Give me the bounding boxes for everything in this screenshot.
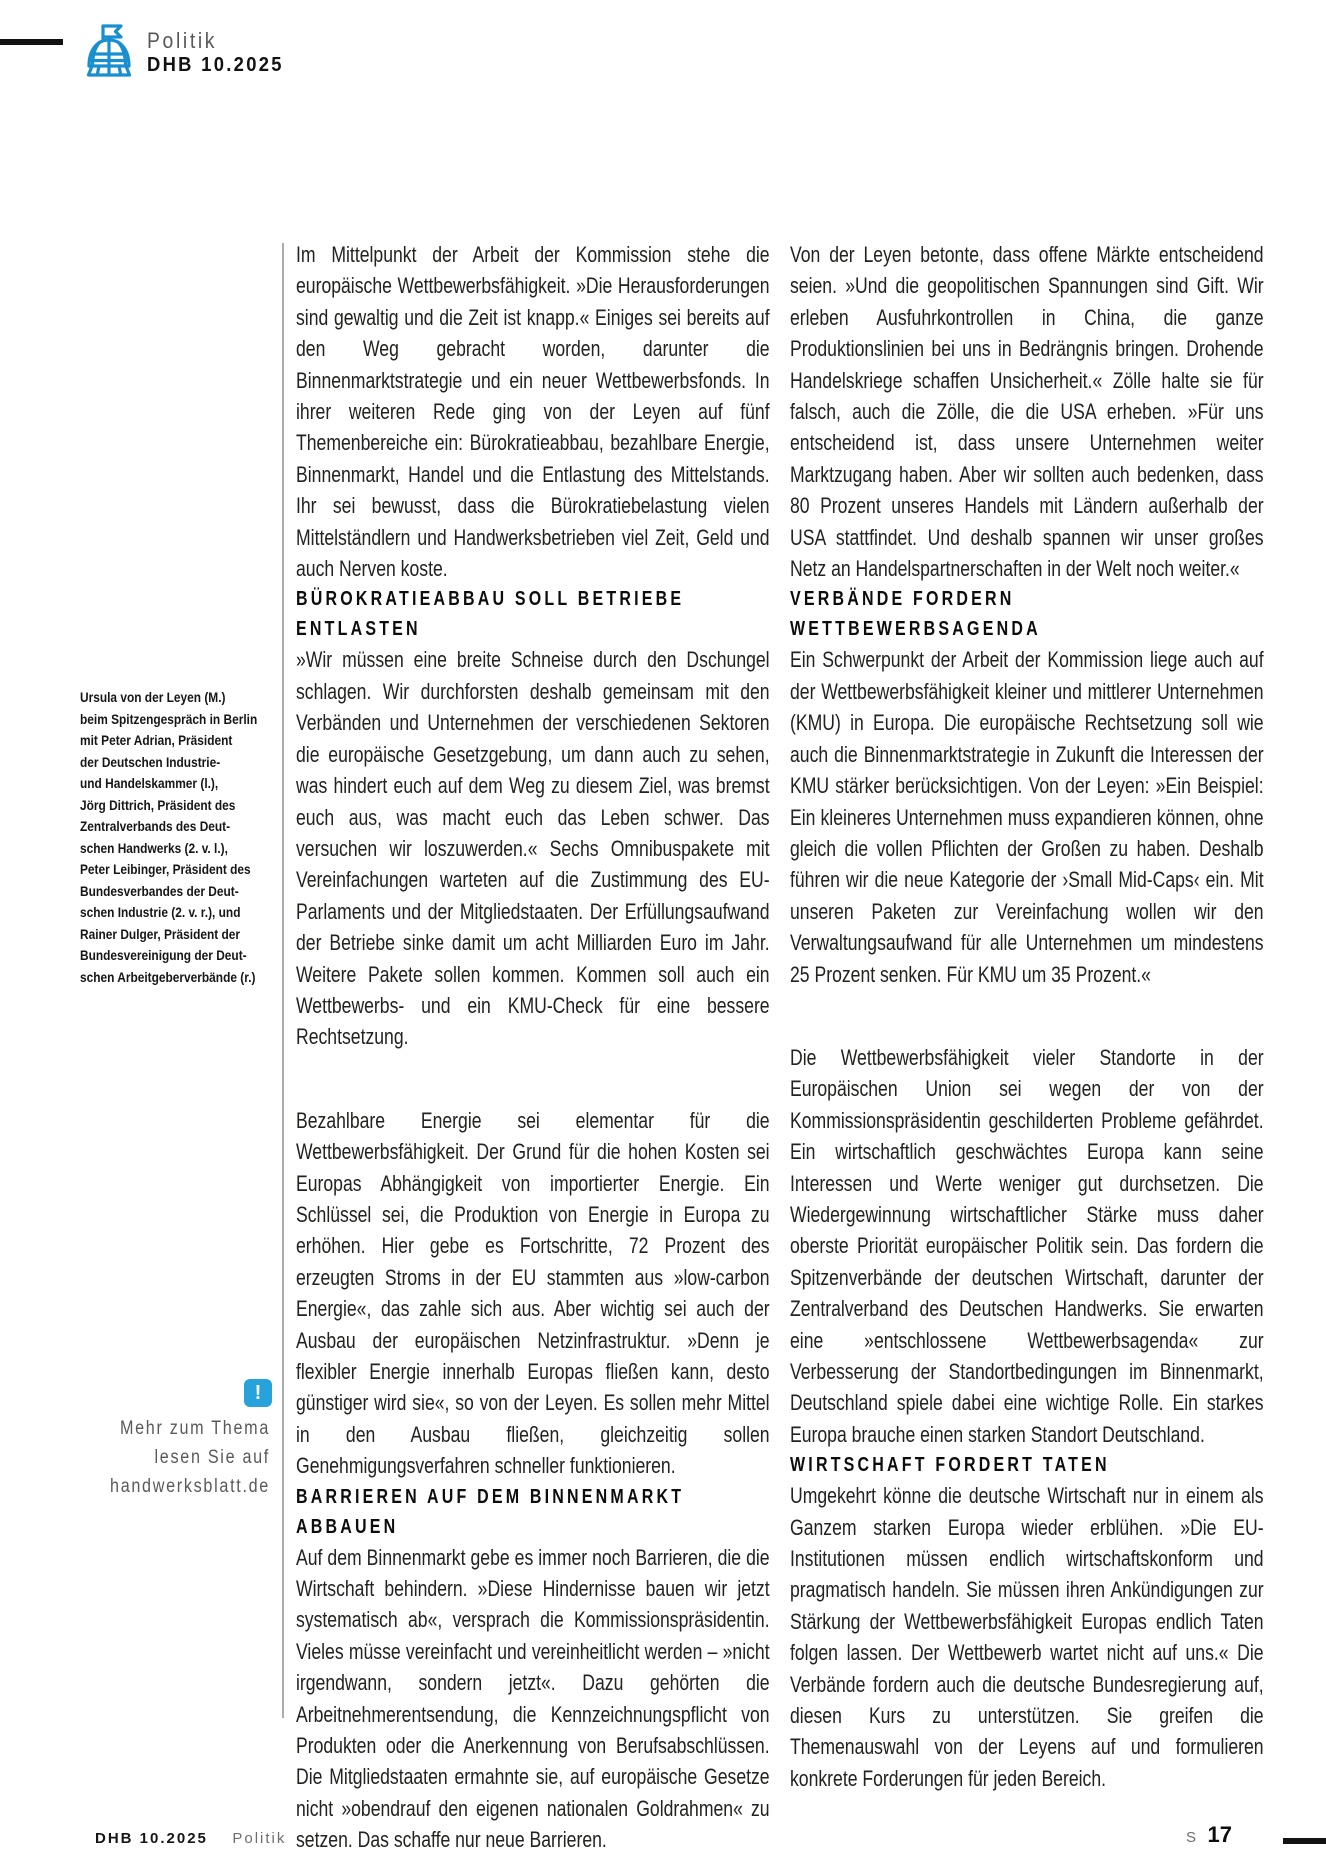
caption-line: Ursula von der Leyen (M.)	[80, 689, 226, 705]
photo-caption	[80, 687, 284, 988]
reichstag-dome-flag-icon	[84, 22, 134, 85]
caption-line: Peter Leibinger, Präsident des	[80, 861, 251, 877]
col2-paragraph-standorte: Die Wettbewerbsfähigkeit vieler Standorte in der Europäischen Union sei wegen der von der Kommissionspräsidentin geschilderten Probleme gefährdet. Ein wirtschaftlich geschwächtes Europa kann seine Interessen und Werte weniger gut durchsetzen. Die Wiedergewinnung wirtschaftlicher Stärke muss daher oberste Priorität europäischer Politik sein. Das fordern die Spitzenverbände der deutschen Wirtschaft, darunter der Zentralverband des Deutschen Handwerks. Sie erwarten eine »entschlossene Wettbewerbsagenda« zur Verbesserung der Standortbedingungen im Binnenmarkt, Deutschland spiele dabei eine wichtige Rolle. Ein starkes Europa brauche einen starken Standort Deutschland.	[790, 1044, 1264, 1447]
more-info-line: Mehr zum Thema	[119, 1418, 270, 1439]
heading-barrieren: BARRIEREN AUF DEM BINNENMARKT ABBAUEN	[296, 1485, 685, 1538]
caption-line: schen Industrie (2. v. r.), und	[80, 904, 241, 920]
footer-accent-rule	[1283, 1838, 1326, 1844]
col1-paragraph-intro: Im Mittelpunkt der Arbeit der Kommission stehe die europäische Wettbewerbsfähigkeit. »Die Herausforderungen sind gewaltig und die Zeit ist knapp.« Einiges sei bereits auf den Weg gebracht worden, darunter die Binnenmarktstrategie und ein neuer Wettbewerbsfonds. In ihrer weiteren Rede ging von der Leyen auf fünf Themenbereiche ein: Bürokratieabbau, bezahlbare Energie, Binnenmarkt, Handel und die Entlastung des Mittelstands. Ihr sei bewusst, dass die Bürokratiebelastung vielen Mittelständlern und Handwerksbetrieben viel Zeit, Geld und auch Nerven koste.	[296, 242, 770, 582]
header-issue-label: DHB 10.2025	[147, 54, 284, 76]
footer-issue-label: DHB 10.2025	[95, 1830, 208, 1847]
caption-line: Bundesvereinigung der Deut-	[80, 947, 247, 963]
more-info-url: handwerksblatt.de	[110, 1476, 270, 1497]
footer-page-indicator	[1186, 1822, 1232, 1848]
col1-paragraph-energie: Bezahlbare Energie sei elementar für die Wettbewerbsfähigkeit. Der Grund für die hohen Kosten sei Europas Abhängigkeit von importierter Energie. Ein Schlüssel sei, die Produktion von Energie in Europa zu erhöhen. Hier gebe es Fortschritte, 72 Prozent des erzeugten Stroms in der EU stammten aus »low-carbon Energie«, das zahle sich aus. Aber wichtig sei auch der Ausbau der europäischen Netzinfrastruktur. »Denn je flexibler Energie innerhalb Europas fließen kann, desto günstiger wird sie«, so von der Leyen. Es sollen mehr Mittel in den Ausbau fließen, gleichzeitig sollen Genehmigungsverfahren schneller funktionieren.	[296, 1107, 770, 1479]
article-column-1	[296, 239, 770, 1856]
exclamation-icon: !	[244, 1379, 272, 1407]
more-info-note	[49, 1414, 270, 1501]
footer-page-label: S	[1186, 1829, 1198, 1846]
caption-line: schen Arbeitgeberverbände (r.)	[80, 968, 256, 985]
footer-page-number: 17	[1207, 1822, 1232, 1847]
caption-line: mit Peter Adrian, Präsident	[80, 732, 233, 748]
heading-verbaende: VERBÄNDE FORDERN WETTBEWERBSAGENDA	[790, 588, 1041, 641]
col1-paragraph-schneise: »Wir müssen eine breite Schneise durch den Dschungel schlagen. Wir durchforsten deshalb gemeinsam mit den Verbänden und Unternehmen der verschiedenen Sektoren die europäische Gesetzgebung, um dann auch zu sehen, was hindert euch auf dem Weg zu diesem Ziel, was bremst euch aus, was macht euch das Leben schwer. Das versuchen wir loszuwerden.« Sechs Omnibuspakete mit Vereinfachungen warteten auf die Zustimmung des EU-Parlaments und der Mitgliedstaaten. Der Erfüllungsaufwand der Betriebe sinke damit um acht Milliarden Euro im Jahr. Weitere Pakete sollen kommen. Kommen soll auch ein Wettbewerbs- und ein KMU-Check für eine bessere Rechtsetzung.	[296, 647, 770, 1050]
footer-left	[95, 1830, 286, 1848]
col1-paragraph-binnenmarkt: Auf dem Binnenmarkt gebe es immer noch Barrieren, die die Wirtschaft behindern. »Diese Hindernisse bauen wir jetzt systematisch ab«, versprach die Kommissionspräsidentin. Vieles müsse vereinfacht und vereinheitlicht werden – »nicht irgendwann, sondern jetzt«. Dazu gehörten die Arbeitnehmerentsendung, die Kennzeichnungspflicht von Produkten oder die Anerkennung von Berufsabschlüssen. Die Mitgliedstaaten ermahnte sie, auf europäische Gesetze nicht »obendrauf den eigenen nationalen Goldrahmen« zu setzen. Das schaffe nur neue Barrieren.	[296, 1544, 770, 1853]
col2-paragraph-kmu: Ein Schwerpunkt der Arbeit der Kommission liege auch auf der Wettbewerbsfähigkeit kleiner und mittlerer Unternehmen (KMU) in Europa. Die europäische Rechtsetzung soll wie auch die Binnenmarktstrategie in Zukunft die Interessen der KMU stärker berücksichtigen. Von der Leyen: »Ein Beispiel: Ein kleineres Unternehmen muss expandieren können, ohne gleich die vollen Pflichten der Großen zu haben. Deshalb führen wir die neue Kategorie der ›Small Mid-Caps‹ ein. Mit unseren Paketen zur Vereinfachung wollen wir den Verwaltungsaufwand für alle Unternehmen um mindestens 25 Prozent senken. Für KMU um 35 Prozent.«	[790, 647, 1264, 987]
caption-line: und Handelskammer (l.),	[80, 775, 219, 791]
header-accent-rule	[0, 39, 63, 45]
caption-line: Bundesverbandes der Deut-	[80, 882, 239, 899]
header-section-label: Politik	[147, 28, 218, 53]
heading-wirtschaft: WIRTSCHAFT FORDERT TATEN	[790, 1454, 1110, 1477]
more-info-line: lesen Sie auf	[154, 1447, 270, 1468]
caption-line: schen Handwerks (2. v. l.),	[80, 839, 228, 856]
caption-line: der Deutschen Industrie-	[80, 753, 221, 770]
column-divider-rule	[282, 243, 284, 1718]
col2-paragraph-maerkte: Von der Leyen betonte, dass offene Märkte entscheidend seien. »Und die geopolitischen Spannungen sind Gift. Wir erleben Ausfuhrkontrollen in China, die ganze Produktionslinien bei uns in Bedrängnis bringen. Drohende Handelskriege schaffen Unsicherheit.« Zölle halte sie für falsch, auch die Zölle, die die USA erheben. »Für uns entscheidend ist, dass unsere Unternehmen weiter Marktzugang haben. Aber wir sollten auch bedenken, dass 80 Prozent unseres Handels mit Ländern außerhalb der USA stattfindet. Und deshalb spannen wir unser großes Netz an Handelspartnerschaften in der Welt noch weiter.«	[790, 242, 1264, 582]
caption-line: Jörg Dittrich, Präsident des	[80, 796, 236, 813]
footer-section-label: Politik	[232, 1830, 287, 1847]
col2-paragraph-taten: Umgekehrt könne die deutsche Wirtschaft nur in einem als Ganzem starken Europa wieder erblühen. »Die EU-Institutionen müssen endlich wirtschaftskonform und pragmatisch handeln. Sie müssen ihren Ankündigungen zur Stärkung der Wettbewerbsfähigkeit Europas endlich Taten folgen lassen. Der Wettbewerb wartet nicht auf uns.« Die Verbände fordern auch die deutsche Bundesregierung auf, diesen Kurs zu unterstützen. Sie greifen die Themenauswahl von der Leyens auf und formulieren konkrete Forderungen für jeden Bereich.	[790, 1483, 1264, 1791]
heading-buerokratieabbau: BÜROKRATIEABBAU SOLL BETRIEBE ENTLASTEN	[296, 588, 685, 641]
caption-line: Zentralverbands des Deut-	[80, 818, 231, 834]
caption-line: Rainer Dulger, Präsident der	[80, 925, 241, 942]
article-column-2	[790, 239, 1264, 1794]
caption-line: beim Spitzengespräch in Berlin	[80, 710, 258, 727]
